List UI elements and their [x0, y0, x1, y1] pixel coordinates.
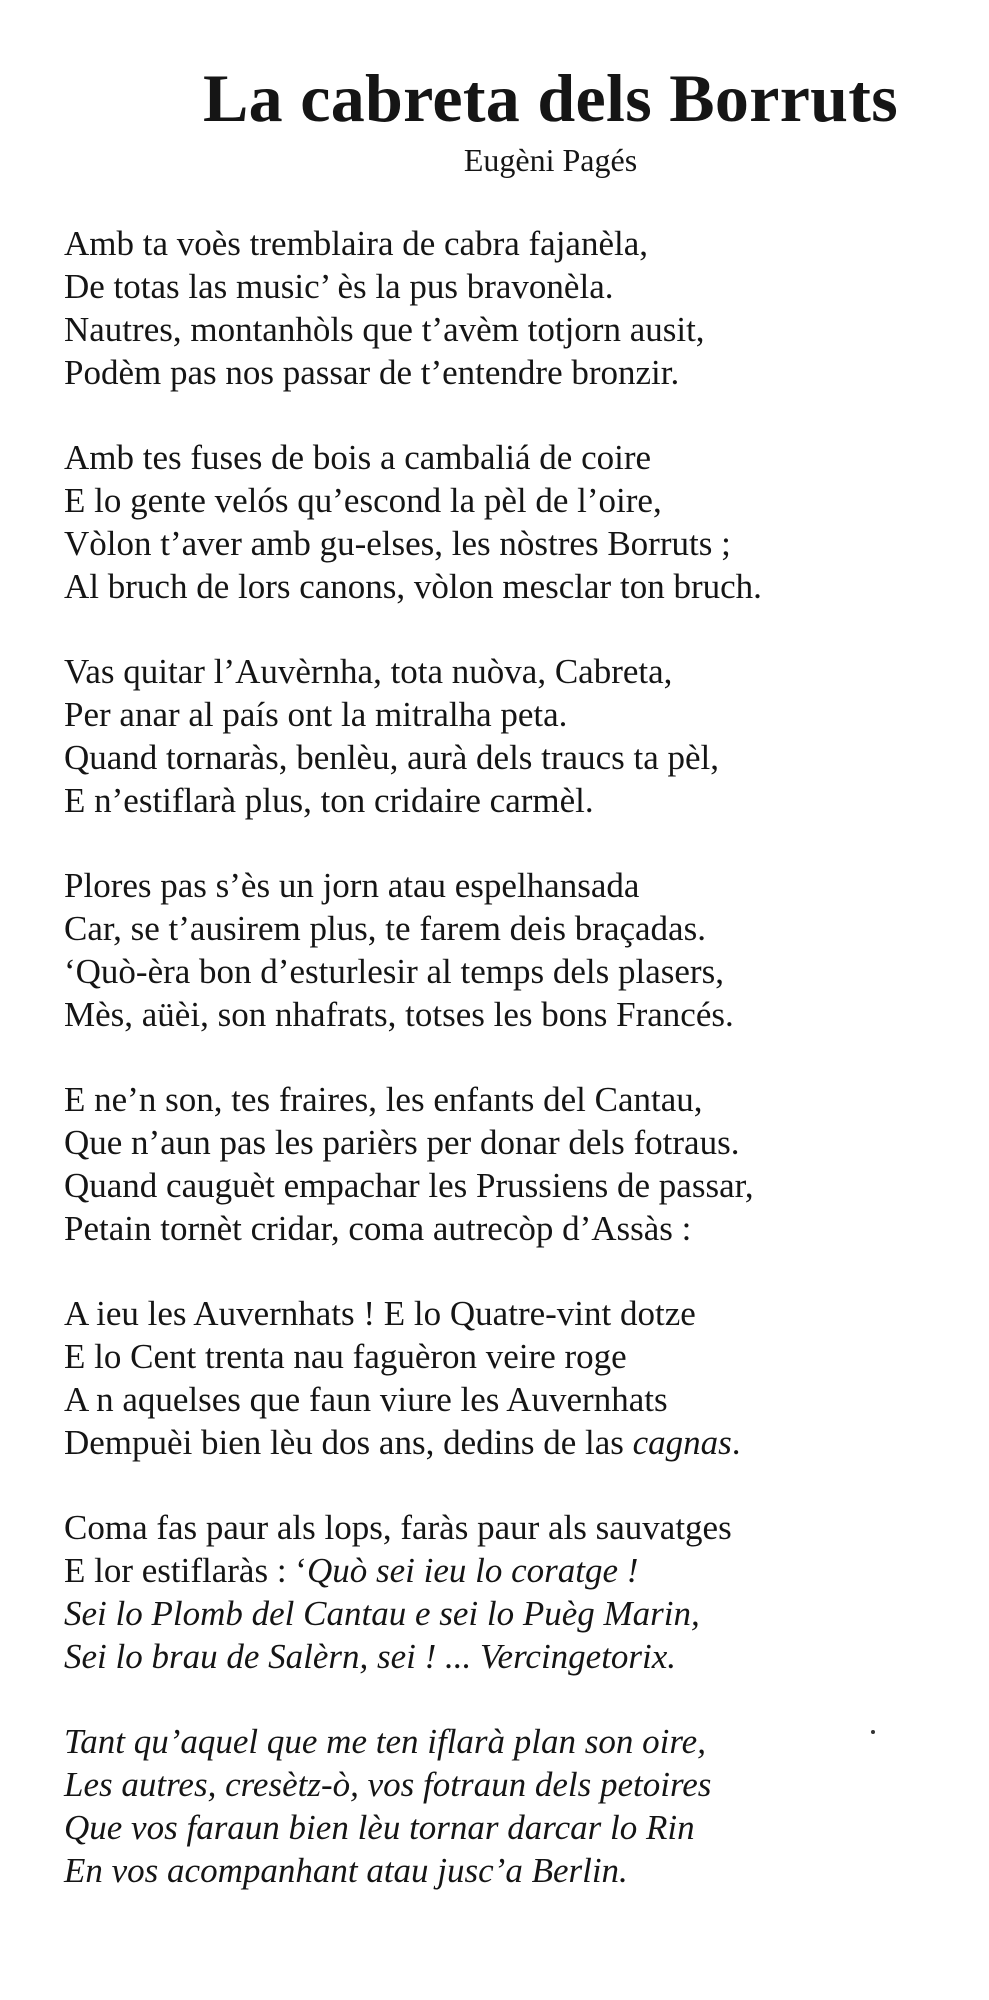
- verse-line: E lo gente velós qu’escond la pèl de l’oire,: [64, 481, 662, 520]
- verse-line: Quand cauguèt empachar les Prussiens de passar,: [64, 1166, 754, 1205]
- verse-line: Podèm pas nos passar de t’entendre bronzir.: [64, 353, 680, 392]
- scan-speck: [871, 1730, 875, 1734]
- verse-line: E n’estiflarà plus, ton cridaire carmèl.: [64, 781, 594, 820]
- verse-line: Sei lo Plomb del Cantau e sei lo Puèg Marin,: [64, 1594, 700, 1633]
- stanza-3: [64, 650, 964, 822]
- verse-line: Quand tornaràs, benlèu, aurà dels traucs ta pèl,: [64, 738, 720, 777]
- verse-line: A ieu les Auvernhats ! E lo Quatre-vint dotze: [64, 1294, 696, 1333]
- verse-line: Al bruch de lors canons, vòlon mesclar ton bruch.: [64, 567, 762, 606]
- stanza-4: [64, 864, 964, 1036]
- verse-line: Per anar al país ont la mitralha peta.: [64, 695, 568, 734]
- verse-line: Vas quitar l’Auvèrnha, tota nuòva, Cabreta,: [64, 652, 673, 691]
- verse-text: E lor estiflaràs : ‘: [64, 1551, 307, 1590]
- verse-line: De totas las music’ ès la pus bravonèla.: [64, 267, 614, 306]
- verse-line: Tant qu’aquel que me ten iflarà plan son oire,: [64, 1722, 706, 1761]
- verse-line: ‘Quò-èra bon d’esturlesir al temps dels plasers,: [64, 952, 724, 991]
- verse-line: Sei lo brau de Salèrn, sei ! ... Vercingetorix.: [64, 1637, 677, 1676]
- verse-line: Que n’aun pas les parièrs per donar dels fotraus.: [64, 1123, 740, 1162]
- verse-text: Dempuèi bien lèu dos ans, dedins de las: [64, 1423, 633, 1462]
- verse-line: En vos acompanhant atau jusc’a Berlin.: [64, 1851, 628, 1890]
- verse-line: E lo Cent trenta nau faguèron veire roge: [64, 1337, 627, 1376]
- verse-line: Car, se t’ausirem plus, te farem deis braçadas.: [64, 909, 706, 948]
- verse-line: Coma fas paur als lops, faràs paur als sauvatges: [64, 1508, 732, 1547]
- stanza-1: [64, 222, 964, 394]
- stanza-8: [64, 1720, 964, 1892]
- stanza-5: [64, 1078, 964, 1250]
- verse-line: Plores pas s’ès un jorn atau espelhansada: [64, 866, 640, 905]
- verse-line: Mès, aüèi, son nhafrats, totses les bons Francés.: [64, 995, 734, 1034]
- verse-line: E ne’n son, tes fraires, les enfants del Cantau,: [64, 1080, 703, 1119]
- stanza-6: [64, 1292, 964, 1464]
- verse-line: A n aquelses que faun viure les Auvernhats: [64, 1380, 668, 1419]
- poem-body: [64, 222, 964, 1934]
- stanza-7: [64, 1506, 964, 1678]
- verse-line-mixed: [64, 1549, 964, 1592]
- poem-title: La cabreta dels Borruts: [202, 60, 899, 136]
- stanza-2: [64, 436, 964, 608]
- poem-author: Eugèni Pagés: [463, 142, 638, 178]
- verse-line: Les autres, cresètz-ò, vos fotraun dels petoires: [64, 1765, 712, 1804]
- verse-line: Nautres, montanhòls que t’avèm totjorn ausit,: [64, 310, 705, 349]
- verse-line: Amb tes fuses de bois a cambaliá de coire: [64, 438, 652, 477]
- verse-text-italic: cagnas: [632, 1423, 732, 1462]
- verse-text-italic: Quò sei ieu lo coratge !: [306, 1551, 639, 1590]
- verse-line-mixed: [64, 1421, 964, 1464]
- verse-line: Amb ta voès tremblaira de cabra fajanèla,: [64, 224, 649, 263]
- verse-line: Que vos faraun bien lèu tornar darcar lo Rin: [64, 1808, 695, 1847]
- verse-line: Vòlon t’aver amb gu-elses, les nòstres Borruts ;: [64, 524, 731, 563]
- verse-text: .: [731, 1423, 741, 1462]
- verse-line: Petain tornèt cridar, coma autrecòp d’Assàs :: [64, 1209, 692, 1248]
